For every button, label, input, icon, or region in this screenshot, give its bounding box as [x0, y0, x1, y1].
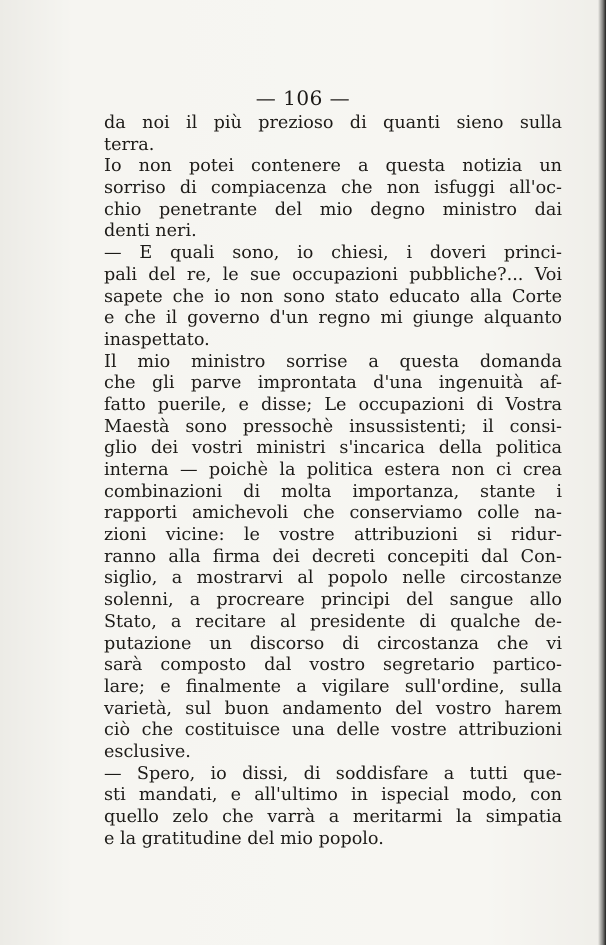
text-line: e la gratitudine del mio popolo.: [104, 828, 384, 849]
text-line: lare; e finalmente a vigilare sull'ordine, sulla: [104, 676, 562, 697]
text-line: varietà, sul buon andamento del vostro harem: [104, 698, 562, 719]
text-line: chio penetrante del mio degno ministro dai: [104, 199, 562, 220]
text-line: sti mandati, e all'ultimo in ispecial modo, con: [104, 785, 562, 806]
text-line: quello zelo che varrà a meritarmi la simpatia: [104, 807, 562, 827]
text-line: Il mio ministro sorrise a questa domanda: [104, 351, 562, 372]
text-line: Io non potei contenere a questa notizia un: [104, 156, 562, 177]
text-line: sorriso di compiacenza che non isfuggi all'oc-: [104, 178, 562, 199]
text-line: — E quali sono, io chiesi, i doveri princi-: [104, 243, 562, 264]
text-line: interna — poichè la politica estera non ci crea: [104, 460, 562, 480]
text-line: zioni vicine: le vostre attribuzioni si ridur-: [104, 525, 562, 546]
body-text: [104, 113, 562, 850]
text-line: rapporti amichevoli che conserviamo colle na-: [104, 503, 562, 524]
text-line: sapete che io non sono stato educato alla Corte: [104, 286, 562, 307]
text-line: — Spero, io dissi, di soddisfare a tutti que-: [104, 763, 562, 784]
text-line: terra.: [104, 134, 155, 155]
text-line: Stato, a recitare al presidente di qualche de-: [104, 611, 562, 632]
text-line: Maestà sono pressochè insussistenti; il consi-: [104, 416, 562, 437]
text-line: da noi il più prezioso di quanti sieno sulla: [104, 113, 562, 133]
text-line: che gli parve improntata d'una ingenuità af-: [104, 373, 562, 394]
text-line: ranno alla firma dei decreti concepiti dal Con-: [104, 546, 562, 567]
text-line: e che il governo d'un regno mi giunge alquanto: [104, 308, 562, 329]
text-line: denti neri.: [104, 221, 197, 242]
text-line: solenni, a procreare principi del sangue allo: [104, 590, 562, 611]
text-line: glio dei vostri ministri s'incarica della politica: [104, 438, 562, 459]
text-line: ciò che costituisce una delle vostre attribuzioni: [104, 720, 562, 741]
text-line: pali del re, le sue occupazioni pubbliche?... Voi: [104, 264, 562, 285]
text-line: fatto puerile, e disse; Le occupazioni di Vostra: [104, 394, 562, 415]
page-edge-shadow: [598, 0, 606, 945]
text-line: inaspettato.: [104, 329, 210, 350]
text-line: putazione un discorso di circostanza che vi: [104, 633, 562, 654]
text-line: esclusive.: [104, 741, 191, 762]
text-line: combinazioni di molta importanza, stante i: [104, 481, 562, 502]
text-line: sarà composto dal vostro segretario partico-: [104, 655, 562, 676]
text-line: siglio, a mostrarvi al popolo nelle circostanze: [104, 568, 562, 589]
page-number: — 106 —: [255, 86, 351, 110]
